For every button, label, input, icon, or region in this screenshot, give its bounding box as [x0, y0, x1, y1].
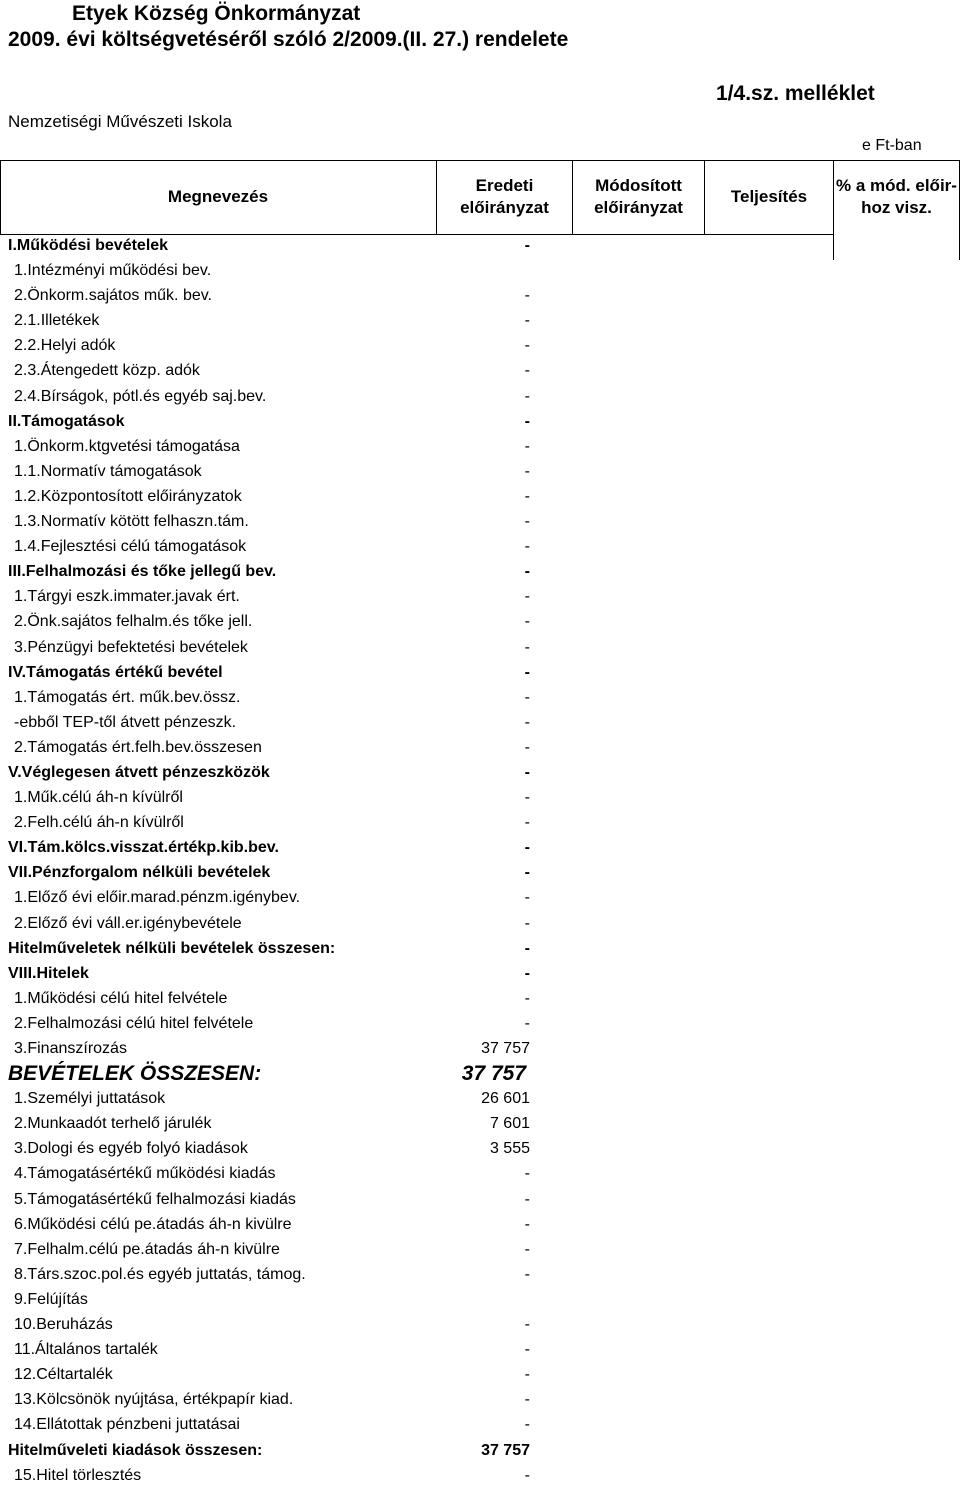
table-row — [0, 1163, 960, 1188]
table-row — [0, 712, 960, 737]
table-row — [0, 812, 960, 837]
row-original-value: - — [524, 989, 530, 1007]
table-row — [0, 235, 960, 260]
table-row — [0, 1389, 960, 1414]
col-name-header: Megnevezés — [167, 187, 269, 206]
table-row — [0, 1063, 960, 1088]
table-row — [0, 662, 960, 687]
row-label: 2.Felh.célú áh-n kívülről — [14, 814, 184, 832]
row-label: 1.Önkorm.ktgvetési támogatása — [14, 437, 240, 455]
row-original-value: - — [524, 1215, 530, 1233]
row-original-value: - — [524, 1265, 530, 1283]
row-label: VI.Tám.kölcs.visszat.értékp.kib.bev. — [8, 839, 279, 857]
row-label: BEVÉTELEK ÖSSZESEN: — [8, 1062, 262, 1086]
table-row — [0, 260, 960, 285]
row-label: 11.Általános tartalék — [14, 1341, 158, 1359]
table-row — [0, 536, 960, 561]
row-original-value: - — [524, 513, 530, 531]
row-label: 3.Finanszírozás — [14, 1040, 127, 1057]
row-label: 2.1.Illetékek — [14, 312, 100, 330]
col-pct-header: % a mód. előir- hoz visz. — [836, 176, 957, 217]
row-label: 3.Dologi és egyéb folyó kiadások — [14, 1140, 248, 1158]
row-label: 1.Személyi juttatások — [14, 1090, 166, 1108]
institution-name: Nemzetiségi Művészeti Iskola — [8, 112, 232, 131]
row-label: 12.Céltartalék — [14, 1366, 113, 1384]
table-row — [0, 787, 960, 812]
table-row — [0, 1465, 960, 1490]
col-original-header: Eredeti előirányzat — [460, 176, 549, 217]
row-label: 2.Támogatás ért.felh.bev.összesen — [14, 738, 262, 756]
table-row — [0, 461, 960, 486]
row-label: -ebből TEP-től átvett pénzeszk. — [14, 713, 237, 731]
row-original-value: - — [524, 337, 530, 355]
table-row — [0, 1314, 960, 1339]
row-label: 5.Támogatásértékű felhalmozási kiadás — [14, 1190, 296, 1208]
row-original-value: - — [524, 362, 530, 380]
table-row — [0, 637, 960, 662]
table-row — [0, 411, 960, 436]
table-row — [0, 310, 960, 335]
table-row — [0, 737, 960, 762]
table-row — [0, 1414, 960, 1439]
row-original-value: 37 757 — [481, 1441, 530, 1459]
table-row — [0, 1264, 960, 1289]
table-row — [0, 561, 960, 586]
table-header — [0, 160, 960, 234]
row-original-value: - — [524, 588, 530, 606]
row-label: I.Működési bevételek — [8, 237, 169, 254]
table-row — [0, 1440, 960, 1465]
row-label: 2.Munkaadót terhelő járulék — [14, 1115, 212, 1133]
table-row — [0, 611, 960, 636]
table-row — [0, 335, 960, 360]
row-label: Hitelműveletek nélküli bevételek összesen: — [8, 939, 336, 957]
table-row — [0, 1339, 960, 1364]
row-label: 2.4.Bírságok, pótl.és egyéb saj.bev. — [14, 387, 267, 405]
row-original-value: - — [524, 1341, 530, 1359]
row-original-value: - — [524, 538, 530, 556]
table-row — [0, 1038, 960, 1063]
row-label: II.Támogatások — [8, 412, 125, 430]
table-row — [0, 687, 960, 712]
table-row — [0, 1364, 960, 1389]
row-label: 1.Támogatás ért. műk.bev.össz. — [14, 688, 241, 706]
table-row — [0, 511, 960, 536]
row-original-value: - — [524, 1190, 530, 1208]
row-original-value: - — [524, 663, 530, 681]
row-original-value: - — [524, 864, 530, 882]
row-label: 7.Felhalm.célú pe.átadás áh-n kivülre — [14, 1240, 280, 1258]
row-original-value: - — [524, 939, 530, 957]
row-original-value: - — [524, 1240, 530, 1258]
row-original-value: - — [524, 462, 530, 480]
row-original-value: - — [524, 789, 530, 807]
col-done-header: Teljesítés — [730, 187, 808, 206]
row-original-value: - — [524, 638, 530, 656]
table-row — [0, 1214, 960, 1239]
table-row — [0, 436, 960, 461]
row-label: 1.2.Központosított előirányzatok — [14, 487, 242, 505]
row-label: VII.Pénzforgalom nélküli bevételek — [8, 864, 271, 882]
table-row — [0, 837, 960, 862]
table-row — [0, 486, 960, 511]
row-label: III.Felhalmozási és tőke jellegű bev. — [8, 563, 277, 581]
row-label: 2.Előző évi váll.er.igénybevétele — [14, 914, 242, 932]
row-label: IV.Támogatás értékű bevétel — [8, 663, 223, 681]
row-label: 1.3.Normatív kötött felhaszn.tám. — [14, 513, 249, 531]
row-original-value: - — [524, 487, 530, 505]
row-original-value: - — [524, 964, 530, 982]
row-label: VIII.Hitelek — [8, 964, 89, 982]
row-original-value: - — [524, 763, 530, 781]
row-label: 1.Intézményi működési bev. — [14, 262, 212, 280]
row-label: 1.Tárgyi eszk.immater.javak ért. — [14, 588, 240, 606]
row-original-value: 37 757 — [481, 1040, 530, 1057]
table-row — [0, 285, 960, 310]
row-original-value: 7 601 — [489, 1115, 530, 1133]
table-row — [0, 1088, 960, 1113]
annex-label: 1/4.sz. melléklet — [716, 82, 875, 105]
row-original-value: - — [524, 1416, 530, 1434]
row-label: 2.3.Átengedett közp. adók — [14, 362, 200, 380]
row-original-value: - — [524, 814, 530, 832]
row-label: 14.Ellátottak pénzbeni juttatásai — [14, 1416, 240, 1434]
row-original-value: - — [524, 1316, 530, 1334]
row-label: 1.Működési célú hitel felvétele — [14, 989, 228, 1007]
table-row — [0, 887, 960, 912]
row-original-value: - — [524, 1466, 530, 1484]
row-label: Hitelműveleti kiadások összesen: — [8, 1441, 263, 1459]
table-row — [0, 1013, 960, 1038]
table-row — [0, 938, 960, 963]
table-row — [0, 1138, 960, 1163]
row-original-value: - — [524, 839, 530, 857]
budget-table — [0, 235, 960, 1490]
table-row — [0, 1239, 960, 1264]
row-label: 8.Társ.szoc.pol.és egyéb juttatás, támog. — [14, 1265, 306, 1283]
table-row — [0, 1113, 960, 1138]
table-row — [0, 988, 960, 1013]
row-label: 4.Támogatásértékű működési kiadás — [14, 1165, 276, 1183]
row-original-value: - — [524, 287, 530, 305]
row-label: 1.Műk.célú áh-n kívülről — [14, 789, 183, 807]
row-label: 1.4.Fejlesztési célú támogatások — [14, 538, 247, 556]
row-original-value: - — [524, 688, 530, 706]
row-label: 2.2.Helyi adók — [14, 337, 116, 355]
row-label: 1.1.Normatív támogatások — [14, 462, 202, 480]
row-original-value: - — [524, 387, 530, 405]
document-title: Etyek Község Önkormányzat — [72, 2, 361, 25]
table-row — [0, 586, 960, 611]
row-original-value: 37 757 — [461, 1062, 526, 1086]
table-row — [0, 762, 960, 787]
unit-label: e Ft-ban — [862, 137, 922, 154]
row-label: 9.Felújítás — [14, 1290, 88, 1308]
row-original-value: - — [524, 437, 530, 455]
table-row — [0, 360, 960, 385]
row-original-value: 3 555 — [489, 1140, 530, 1158]
row-original-value: - — [524, 713, 530, 731]
row-label: 3.Pénzügyi befektetési bevételek — [14, 638, 248, 656]
row-original-value: - — [524, 1391, 530, 1409]
row-original-value: - — [524, 738, 530, 756]
table-row — [0, 913, 960, 938]
document-subtitle: 2009. évi költségvetéséről szóló 2/2009.(II. 27.) rendelete — [8, 28, 569, 51]
row-label: 15.Hitel törlesztés — [14, 1466, 142, 1484]
col-modified-header: Módosított előirányzat — [594, 176, 683, 217]
table-row — [0, 862, 960, 887]
row-label: 2.Felhalmozási célú hitel felvétele — [14, 1014, 254, 1032]
row-original-value: - — [524, 1014, 530, 1032]
row-original-value: - — [524, 914, 530, 932]
row-original-value: - — [524, 563, 530, 581]
table-row — [0, 386, 960, 411]
row-original-value: 26 601 — [481, 1090, 530, 1108]
row-original-value: - — [524, 613, 530, 631]
row-label: 10.Beruházás — [14, 1316, 113, 1334]
row-label: 2.Önkorm.sajátos műk. bev. — [14, 287, 212, 305]
row-label: V.Véglegesen átvett pénzeszközök — [8, 763, 270, 781]
row-original-value: - — [524, 889, 530, 907]
row-original-value: - — [524, 312, 530, 330]
row-original-value: - — [524, 1165, 530, 1183]
row-label: 13.Kölcsönök nyújtása, értékpapír kiad. — [14, 1391, 294, 1409]
row-original-value: - — [524, 412, 530, 430]
table-row — [0, 963, 960, 988]
row-original-value: - — [524, 237, 530, 254]
table-row — [0, 1289, 960, 1314]
row-original-value: - — [524, 1366, 530, 1384]
row-label: 6.Működési célú pe.átadás áh-n kivülre — [14, 1215, 292, 1233]
table-row — [0, 1189, 960, 1214]
row-label: 1.Előző évi előir.marad.pénzm.igénybev. — [14, 889, 301, 907]
row-label: 2.Önk.sajátos felhalm.és tőke jell. — [14, 613, 253, 631]
